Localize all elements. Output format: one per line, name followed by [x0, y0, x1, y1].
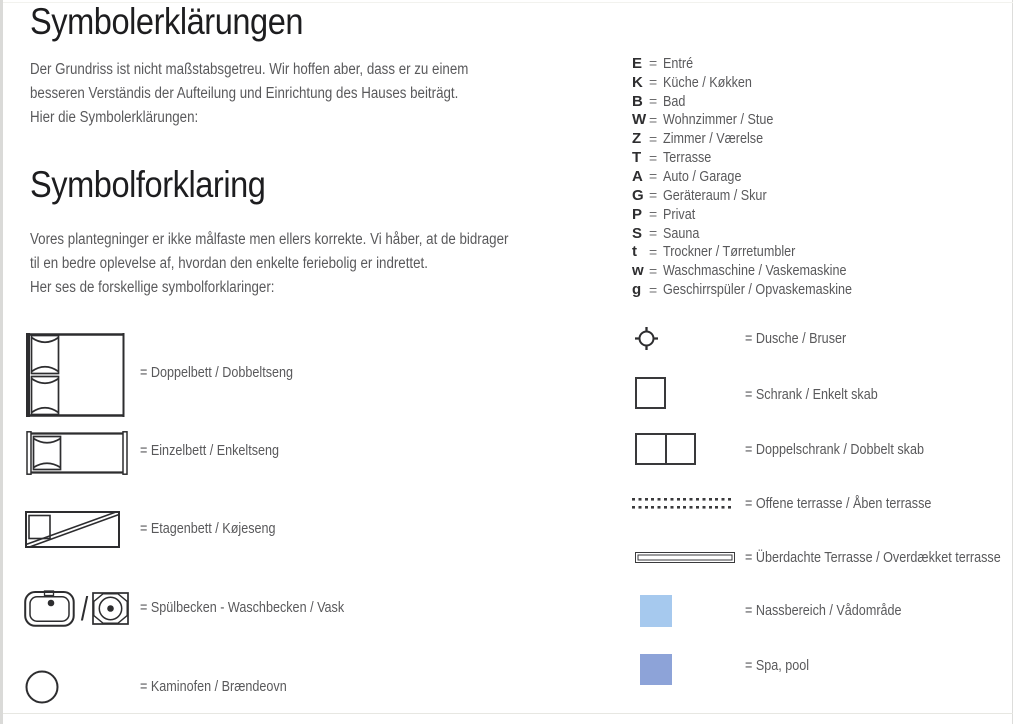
room-code-row [632, 224, 888, 243]
equals-sign: = [649, 130, 658, 147]
slash-separator: / [80, 590, 89, 627]
equals-sign: = [649, 149, 658, 166]
page-edge-bottom [3, 713, 1013, 714]
wet-area-swatch [640, 595, 672, 627]
bunk-bed-icon [25, 511, 120, 553]
room-code-row [632, 111, 888, 130]
equals-sign: = [649, 74, 658, 91]
cabinet-divider [665, 435, 667, 463]
danish-line-3: Her ses de forskellige symbolforklaringer: [30, 279, 275, 296]
danish-paragraph [30, 228, 586, 300]
room-code-letter: w [632, 262, 644, 280]
room-code-name: Geschirrspüler / Opvaskemaskine [663, 281, 853, 299]
room-code-letter: A [632, 167, 643, 185]
room-code-name: Küche / Køkken [663, 73, 752, 91]
room-code-letter: Z [632, 130, 642, 148]
room-code-name: Auto / Garage [663, 167, 742, 185]
spa-pool-swatch [640, 654, 672, 685]
equals-sign: = [649, 281, 658, 298]
page-edge-left [0, 0, 3, 724]
german-line-3: Hier die Symbolerklärungen: [30, 109, 199, 126]
german-line-1: Der Grundriss ist nicht maßstabsgetreu. Wir hoffen aber, dass er zu einem [30, 61, 469, 78]
sink-washbasin-label: = Spülbecken - Waschbecken / Vask [140, 599, 345, 616]
german-title: Symbolerklärungen [30, 1, 304, 42]
equals-sign: = [649, 187, 658, 204]
room-code-row [632, 92, 888, 111]
room-code-row [632, 242, 888, 261]
room-code-name: Privat [663, 205, 696, 223]
room-code-row [632, 205, 888, 224]
room-code-letter: K [632, 73, 643, 91]
room-code-row [632, 167, 888, 186]
room-code-row [632, 261, 888, 280]
double-cabinet-label: = Doppelschrank / Dobbelt skab [745, 441, 924, 458]
covered-terrace-icon [635, 552, 735, 563]
open-terrace-label: = Offene terrasse / Åben terrasse [745, 495, 932, 512]
room-code-letter: T [632, 149, 642, 167]
room-code-letter: S [632, 224, 643, 242]
single-bed-label: = Einzelbett / Enkeltseng [140, 442, 280, 459]
room-code-name: Geräteraum / Skur [663, 186, 767, 204]
open-terrace-icon [632, 498, 734, 509]
room-code-name: Trockner / Tørretumbler [663, 243, 796, 261]
shower-label: = Dusche / Bruser [745, 330, 847, 347]
equals-sign: = [649, 243, 658, 260]
equals-sign: = [649, 168, 658, 185]
room-code-row [632, 54, 888, 73]
room-code-name: Sauna [663, 224, 700, 242]
room-code-name: Wohnzimmer / Stue [663, 111, 774, 129]
equals-sign: = [649, 225, 658, 242]
sink-washbasin-icon [24, 590, 129, 627]
danish-title: Symbolforklaring [30, 164, 266, 205]
double-bed-label: = Doppelbett / Dobbeltseng [140, 364, 294, 381]
room-code-name: Waschmaschine / Vaskemaskine [663, 262, 847, 280]
spa-pool-label: = Spa, pool [745, 657, 810, 674]
room-code-row [632, 129, 888, 148]
bunk-bed-label: = Etagenbett / Køjeseng [140, 520, 276, 537]
single-bed-icon [26, 431, 128, 480]
room-code-letter: G [632, 186, 644, 204]
room-code-row [632, 73, 888, 92]
shower-icon [635, 327, 658, 355]
room-code-name: Terrasse [663, 149, 712, 167]
room-code-letter: P [632, 205, 643, 223]
equals-sign: = [649, 55, 658, 72]
room-code-name: Zimmer / Værelse [663, 130, 764, 148]
double-bed-icon [26, 333, 126, 422]
page-edge-right [1012, 0, 1013, 724]
wood-stove-label: = Kaminofen / Brændeovn [140, 678, 287, 695]
danish-line-2: til en bedre oplevelse af, hvordan den enkelte feriebolig er indrettet. [30, 255, 428, 272]
equals-sign: = [649, 206, 658, 223]
double-cabinet-icon [635, 433, 696, 465]
room-code-letter: t [632, 243, 637, 261]
danish-line-1: Vores plantegninger er ikke målfaste men ellers korrekte. Vi håber, at de bidrager [30, 231, 509, 248]
room-code-name: Bad [663, 92, 686, 110]
equals-sign: = [649, 93, 658, 110]
kitchen-sink-icon [24, 590, 75, 627]
equals-sign: = [649, 111, 658, 128]
equals-sign: = [649, 262, 658, 279]
room-code-row [632, 280, 888, 299]
room-code-name: Entré [663, 54, 694, 72]
room-code-letter: E [632, 54, 643, 72]
covered-terrace-label: = Überdachte Terrasse / Overdækket terrasse [745, 549, 1001, 566]
room-code-letter: g [632, 281, 642, 299]
german-paragraph [30, 58, 540, 130]
room-code-letter: W [632, 111, 647, 129]
single-cabinet-icon [635, 377, 666, 409]
wood-stove-icon [25, 670, 59, 709]
wet-area-label: = Nassbereich / Vådområde [745, 602, 902, 619]
room-code-list [632, 54, 888, 299]
single-cabinet-label: = Schrank / Enkelt skab [745, 386, 878, 403]
room-code-letter: B [632, 92, 643, 110]
washbasin-icon [92, 592, 129, 625]
german-line-2: besseren Verständis der Aufteilung und Einrichtung des Hauses beiträgt. [30, 85, 459, 102]
room-code-row [632, 148, 888, 167]
room-code-row [632, 186, 888, 205]
